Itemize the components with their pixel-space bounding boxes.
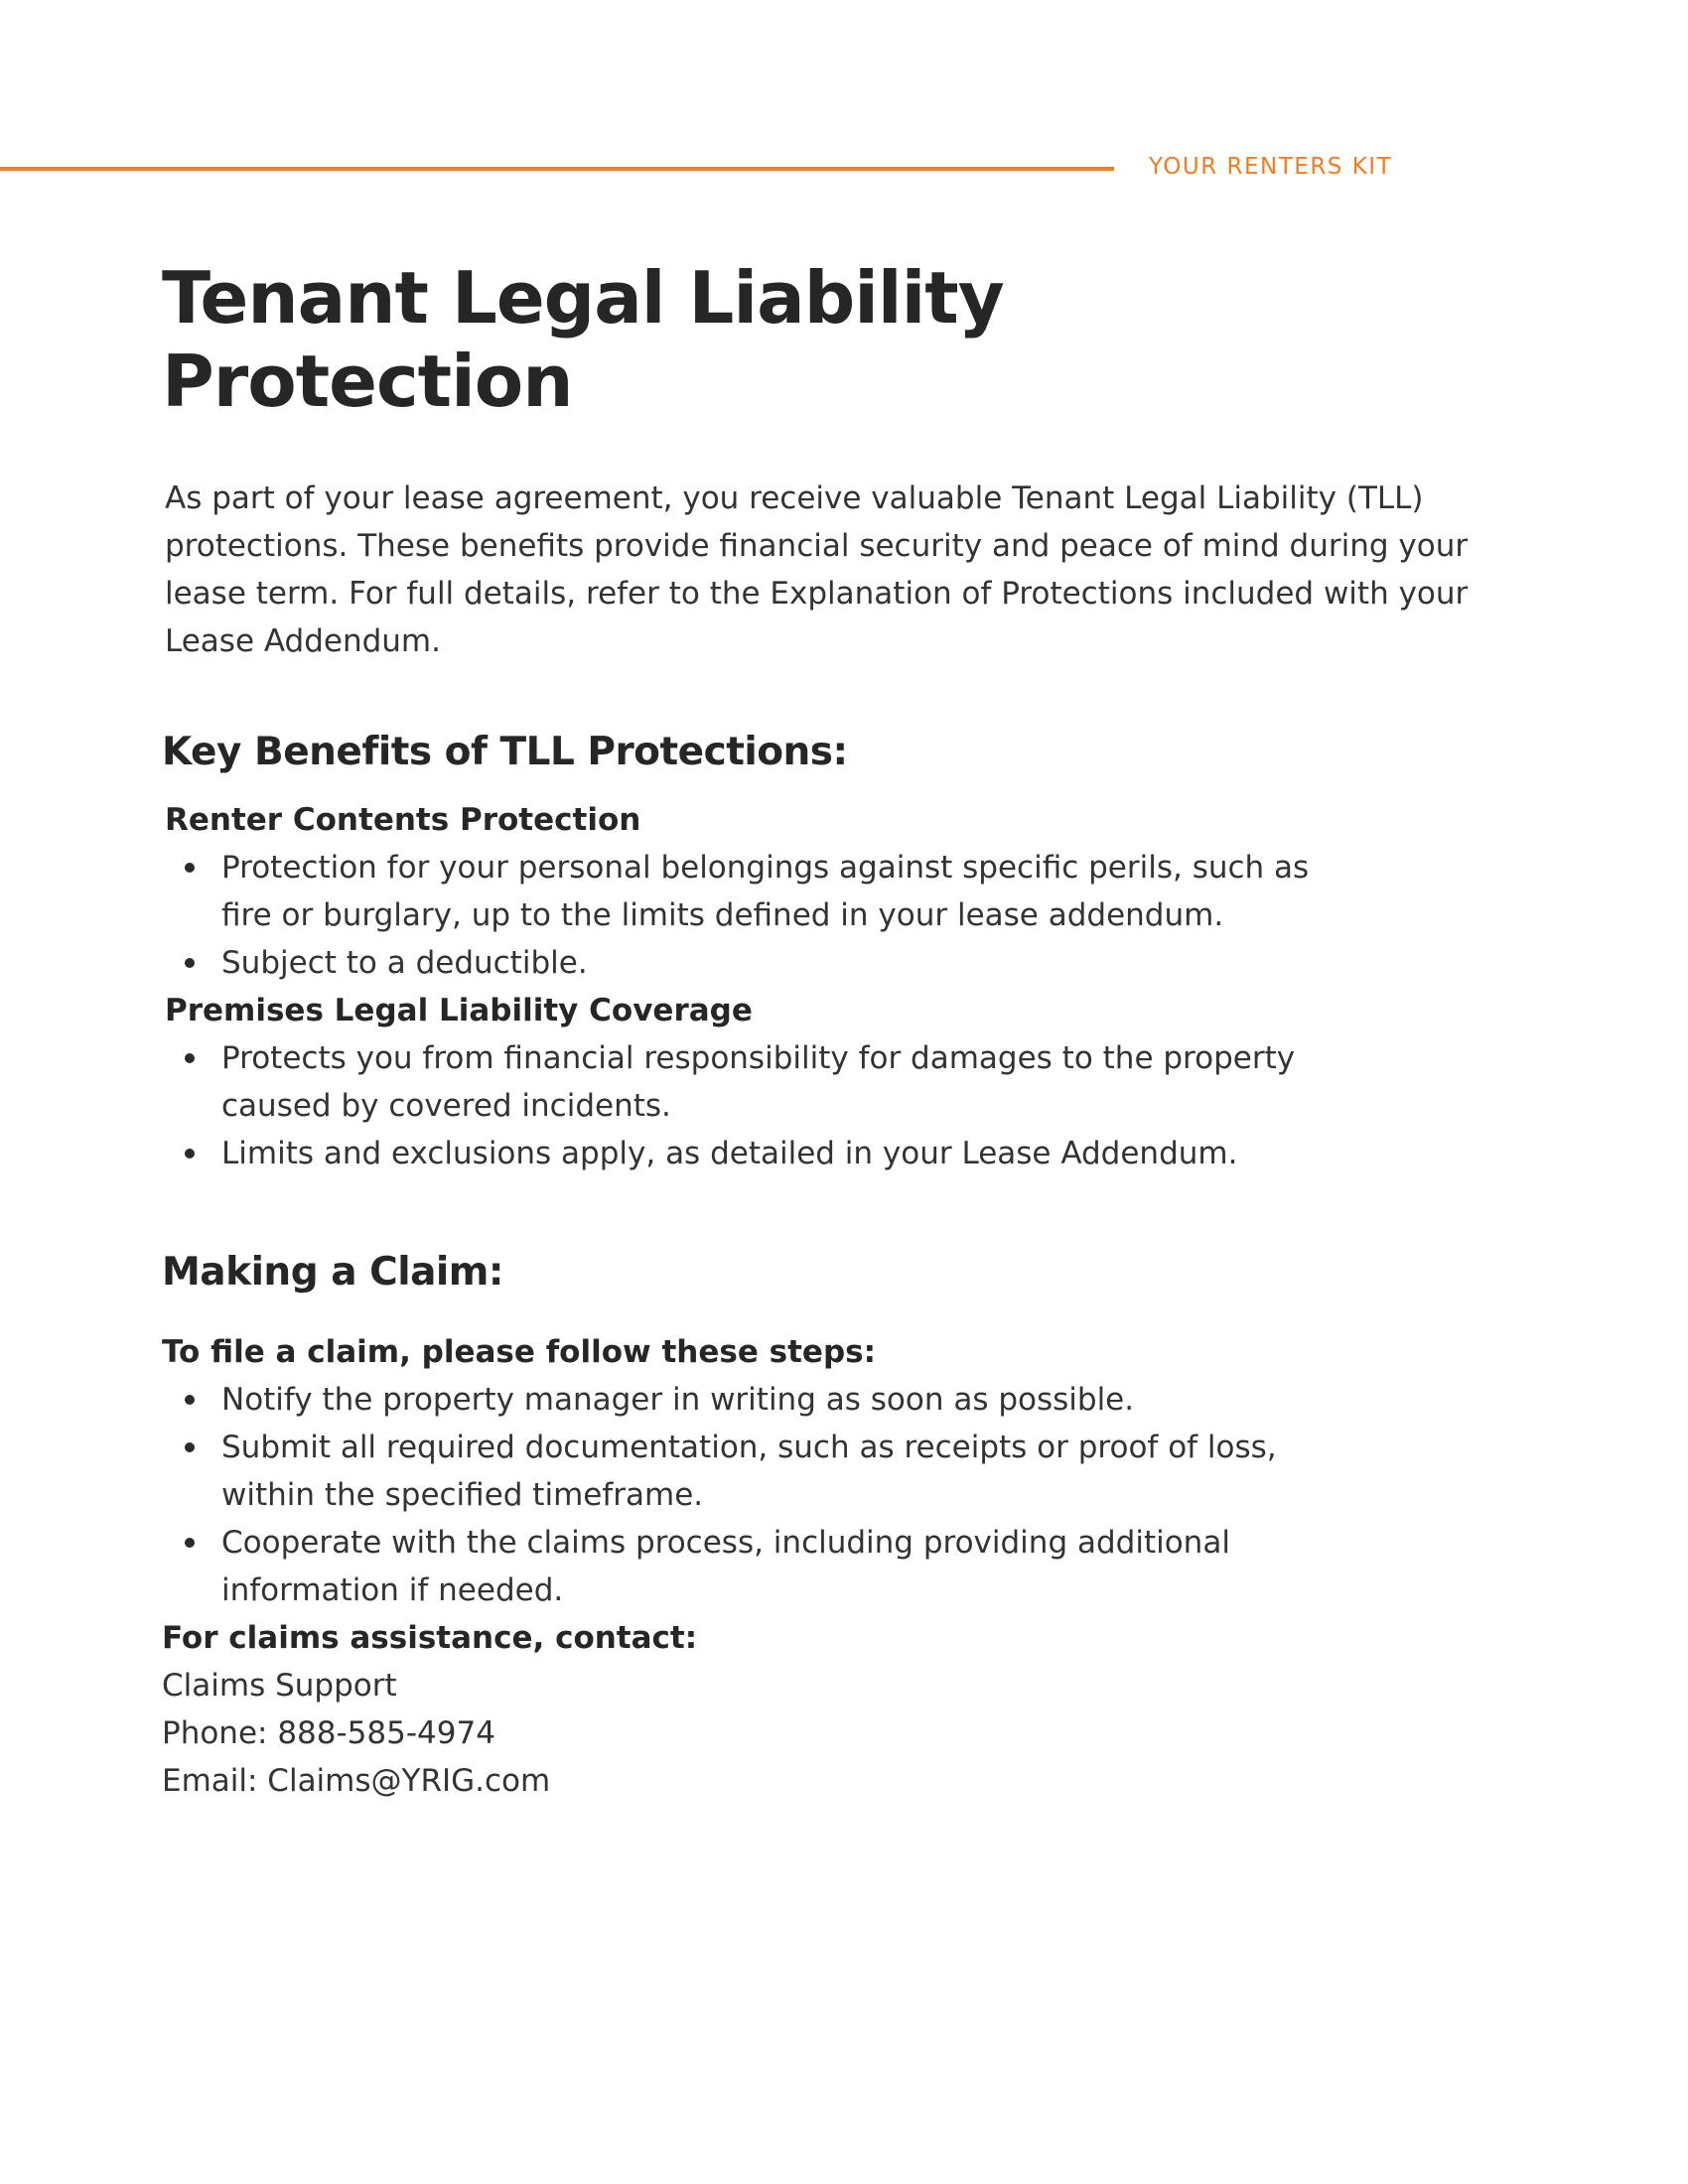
list-item: Protects you from financial responsibility for damages to the property caused by covered incidents. <box>221 1034 1343 1130</box>
claim-steps-heading: To file a claim, please follow these steps: <box>162 1334 876 1370</box>
claim-steps-list <box>162 1376 1343 1614</box>
making-claim-heading: Making a Claim: <box>162 1250 503 1295</box>
list-item: Protection for your personal belongings against specific perils, such as fire or burglary, up to the limits defined in your lease addendum. <box>221 844 1343 939</box>
contact-email: Email: Claims@YRIG.com <box>162 1763 551 1799</box>
bullet-icon <box>185 863 195 873</box>
header-kit-label: YOUR RENTERS KIT <box>1149 154 1393 180</box>
bullet-icon <box>185 958 195 968</box>
contact-name: Claims Support <box>162 1668 397 1704</box>
header-rule <box>0 167 1114 171</box>
claims-contact-heading: For claims assistance, contact: <box>162 1620 698 1656</box>
intro-paragraph: As part of your lease agreement, you receive valuable Tenant Legal Liability (TLL) protections. These benefits provide financial security and peace of mind during your lease term. For full details, refer to the Explanation of Protections included with your Lease Addendum. <box>165 480 1469 659</box>
page-title <box>162 256 1552 423</box>
bullet-icon <box>185 1395 195 1405</box>
bullet-icon <box>185 1442 195 1452</box>
benefits-heading: Key Benefits of TLL Protections: <box>162 730 848 774</box>
list-item: Subject to a deductible. <box>221 939 1343 987</box>
list-item: Limits and exclusions apply, as detailed in your Lease Addendum. <box>221 1130 1343 1177</box>
contents-protection-list <box>162 844 1343 987</box>
liability-coverage-heading: Premises Legal Liability Coverage <box>165 993 753 1028</box>
bullet-icon <box>185 1053 195 1063</box>
contents-protection-heading: Renter Contents Protection <box>165 802 641 838</box>
title-line-2: Protection <box>162 340 573 423</box>
bullet-icon <box>185 1538 195 1548</box>
title-line-1: Tenant Legal Liability <box>162 256 1004 340</box>
contact-phone: Phone: 888-585-4974 <box>162 1715 495 1751</box>
list-item: Cooperate with the claims process, including providing additional information if needed. <box>221 1519 1343 1614</box>
document-body <box>162 256 1552 1805</box>
list-item: Submit all required documentation, such as receipts or proof of loss, within the specified timeframe. <box>221 1424 1343 1519</box>
list-item: Notify the property manager in writing as soon as possible. <box>221 1376 1343 1424</box>
bullet-icon <box>185 1149 195 1159</box>
liability-coverage-list <box>162 1034 1343 1177</box>
